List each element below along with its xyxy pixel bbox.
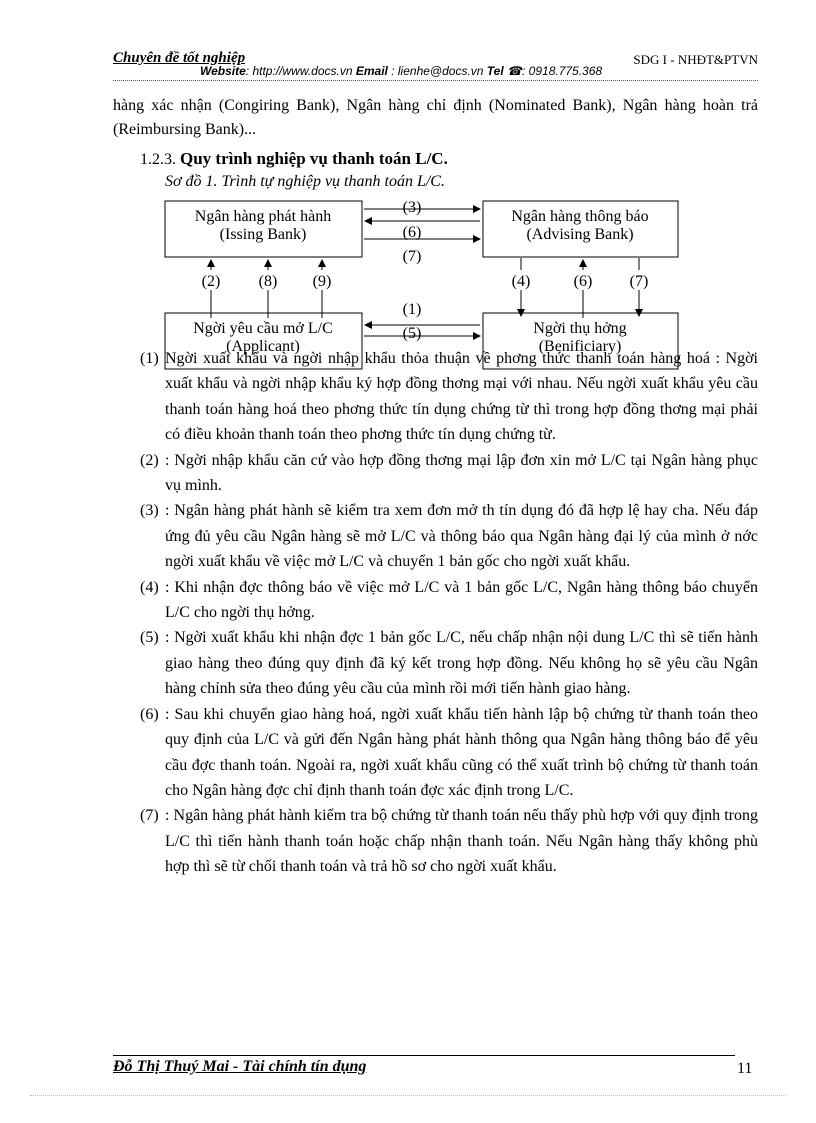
list-item-number: (5): [140, 629, 159, 647]
list-item-body: Khi nhận đợc thông báo về việc mở L/C và 1 bản gốc L/C, Ngân hàng thông báo chuyển L/C cho ngời thụ hởng.: [165, 578, 758, 622]
footer-author: Đỗ Thị Thuý Mai - Tài chính tín dụng: [113, 1058, 367, 1075]
list-item-colon: :: [165, 629, 170, 647]
label-top-7: (7): [402, 248, 422, 265]
lc-flow-diagram: [0, 0, 816, 380]
list-item-text: [140, 625, 758, 701]
email-address[interactable]: : lienhe@docs.vn: [391, 64, 484, 78]
list-item-text: [140, 702, 758, 804]
list-item: [140, 448, 758, 499]
list-item-number: (1): [140, 350, 159, 367]
list-item-body: Ngời xuất khẩu và ngời nhập khẩu thỏa thuận về phơng thức thanh toán hàng hoá : Ngời xuất khẩu và ngời nhập khẩu ký hợp đồng thơng mại với nhau. Nếu ngời xuất khẩu yêu cầu thanh toán hàng hoá theo phơng thức tín dụng chứng từ thì trong hợp đồng thơng mại phải có điều khoản thanh toán theo phơng thức tín dụng chứng từ.: [165, 350, 758, 444]
beneficiary-name: Ngời thụ hởng: [533, 320, 627, 337]
label-mid-5: (5): [402, 325, 422, 342]
header-unit: SDG I - NHĐT&PTVN: [633, 52, 758, 67]
label-left-9: (9): [312, 273, 332, 290]
page-number: 11: [737, 1060, 753, 1077]
list-item-text: [140, 803, 758, 879]
advising-bank-en: (Advising Bank): [526, 226, 634, 243]
list-item-number: (7): [140, 807, 159, 825]
label-top-6: (6): [402, 224, 422, 241]
list-item-number: (4): [140, 578, 159, 596]
list-item-text: [140, 448, 758, 499]
issuing-bank-en: (Issing Bank): [219, 226, 307, 243]
website-url[interactable]: : http://www.docs.vn: [245, 64, 353, 78]
tel-label: Tel: [486, 64, 504, 78]
list-item-body: Ngời nhập khẩu căn cứ vào hợp đồng thơng mại lập đơn xin mở L/C tại Ngân hàng phục vụ mình.: [165, 451, 759, 495]
list-item-colon: :: [165, 705, 170, 723]
list-item: [140, 702, 758, 804]
list-item: [140, 575, 758, 626]
list-item: [140, 625, 758, 701]
advising-bank-name: Ngân hàng thông báo: [511, 208, 649, 225]
list-item-colon: :: [165, 451, 170, 469]
list-item-body: Ngân hàng phát hành kiểm tra bộ chứng từ thanh toán nếu thấy phù hợp với quy định trong L/C thì tiến hành thanh toán hoặc chấp nhận thanh toán. Nếu Ngân hàng thấy không phù hợp thì sẽ từ chối thanh toán và trả hồ sơ cho ngời xuất khẩu.: [165, 807, 758, 876]
list-item: [140, 498, 758, 574]
list-item-number: (6): [140, 705, 159, 723]
list-item-colon: :: [165, 578, 170, 596]
diagram-caption: Sơ đồ 1. Trình tự nghiệp vụ thanh toán L/C.: [165, 173, 445, 190]
list-item-text: [140, 498, 758, 574]
list-item-text: [140, 575, 758, 626]
applicant-name: Ngời yêu cầu mở L/C: [193, 320, 333, 337]
list-item-number: (3): [140, 502, 159, 520]
label-mid-1: (1): [402, 301, 422, 318]
list-item-body: Ngân hàng phát hành sẽ kiểm tra xem đơn mở th tín dụng đó đã hợp lệ hay cha. Nếu đáp ứng đủ yêu cầu Ngân hàng sẽ mở L/C và thông báo qua Ngân hàng đại lý của mình ở nớc ngời xuất khẩu về việc mở L/C và chuyển 1 bản gốc cho ngời xuất khẩu.: [165, 502, 759, 571]
section-title: Quy trình nghiệp vụ thanh toán L/C.: [180, 149, 448, 168]
list-item-colon: :: [165, 807, 170, 825]
list-item-number: (2): [140, 451, 159, 469]
label-left-2: (2): [201, 273, 221, 290]
list-item: [140, 803, 758, 879]
website-label: Website: [200, 64, 246, 78]
page-bottom-rule: [30, 1095, 786, 1096]
tel-number: : 0918.775.368: [522, 64, 603, 78]
applicant-en: (Applicant): [226, 338, 300, 355]
email-label: Email: [355, 64, 388, 78]
section-number: 1.2.3.: [140, 151, 176, 168]
list-item-text: [140, 346, 758, 448]
issuing-bank-name: Ngân hàng phát hành: [194, 208, 332, 225]
label-right-7: (7): [629, 273, 649, 290]
intro-paragraph: hàng xác nhận (Congiring Bank), Ngân hàng chỉ định (Nominated Bank), Ngân hàng hoàn trả (Reimbursing Bank)...: [113, 97, 758, 138]
label-top-3: (3): [402, 199, 422, 216]
footer-divider: [113, 1055, 735, 1056]
list-item-colon: :: [165, 502, 170, 520]
label-left-8: (8): [258, 273, 278, 290]
header-title: Chuyên đề tốt nghiệp: [113, 50, 246, 66]
list-item: [140, 346, 758, 448]
step-list: [140, 346, 758, 880]
list-item-body: Ngời xuất khẩu khi nhận đợc 1 bản gốc L/C, nếu chấp nhận nội dung L/C thì sẽ tiến hành giao hàng theo đúng quy định đã ký kết trong hợp đồng. Nếu không họ sẽ yêu cầu Ngân hàng chỉnh sửa theo đúng yêu cầu của mình rồi mới tiến hành giao hàng.: [165, 629, 758, 698]
phone-icon: ☎: [507, 64, 522, 78]
list-item-body: Sau khi chuyển giao hàng hoá, ngời xuất khẩu tiến hành lập bộ chứng từ thanh toán theo quy định của L/C và gửi đến Ngân hàng phát hành thông qua Ngân hàng thông báo để yêu cầu đợc thanh toán. Ngoài ra, ngời xuất khẩu cũng có thể xuất trình bộ chứng từ thanh toán cho Ngân hàng đợc chỉ định thanh toán đợc xác định trong L/C.: [165, 705, 759, 799]
beneficiary-en: (Benificiary): [538, 338, 622, 355]
label-right-4: (4): [511, 273, 531, 290]
label-right-6: (6): [573, 273, 593, 290]
